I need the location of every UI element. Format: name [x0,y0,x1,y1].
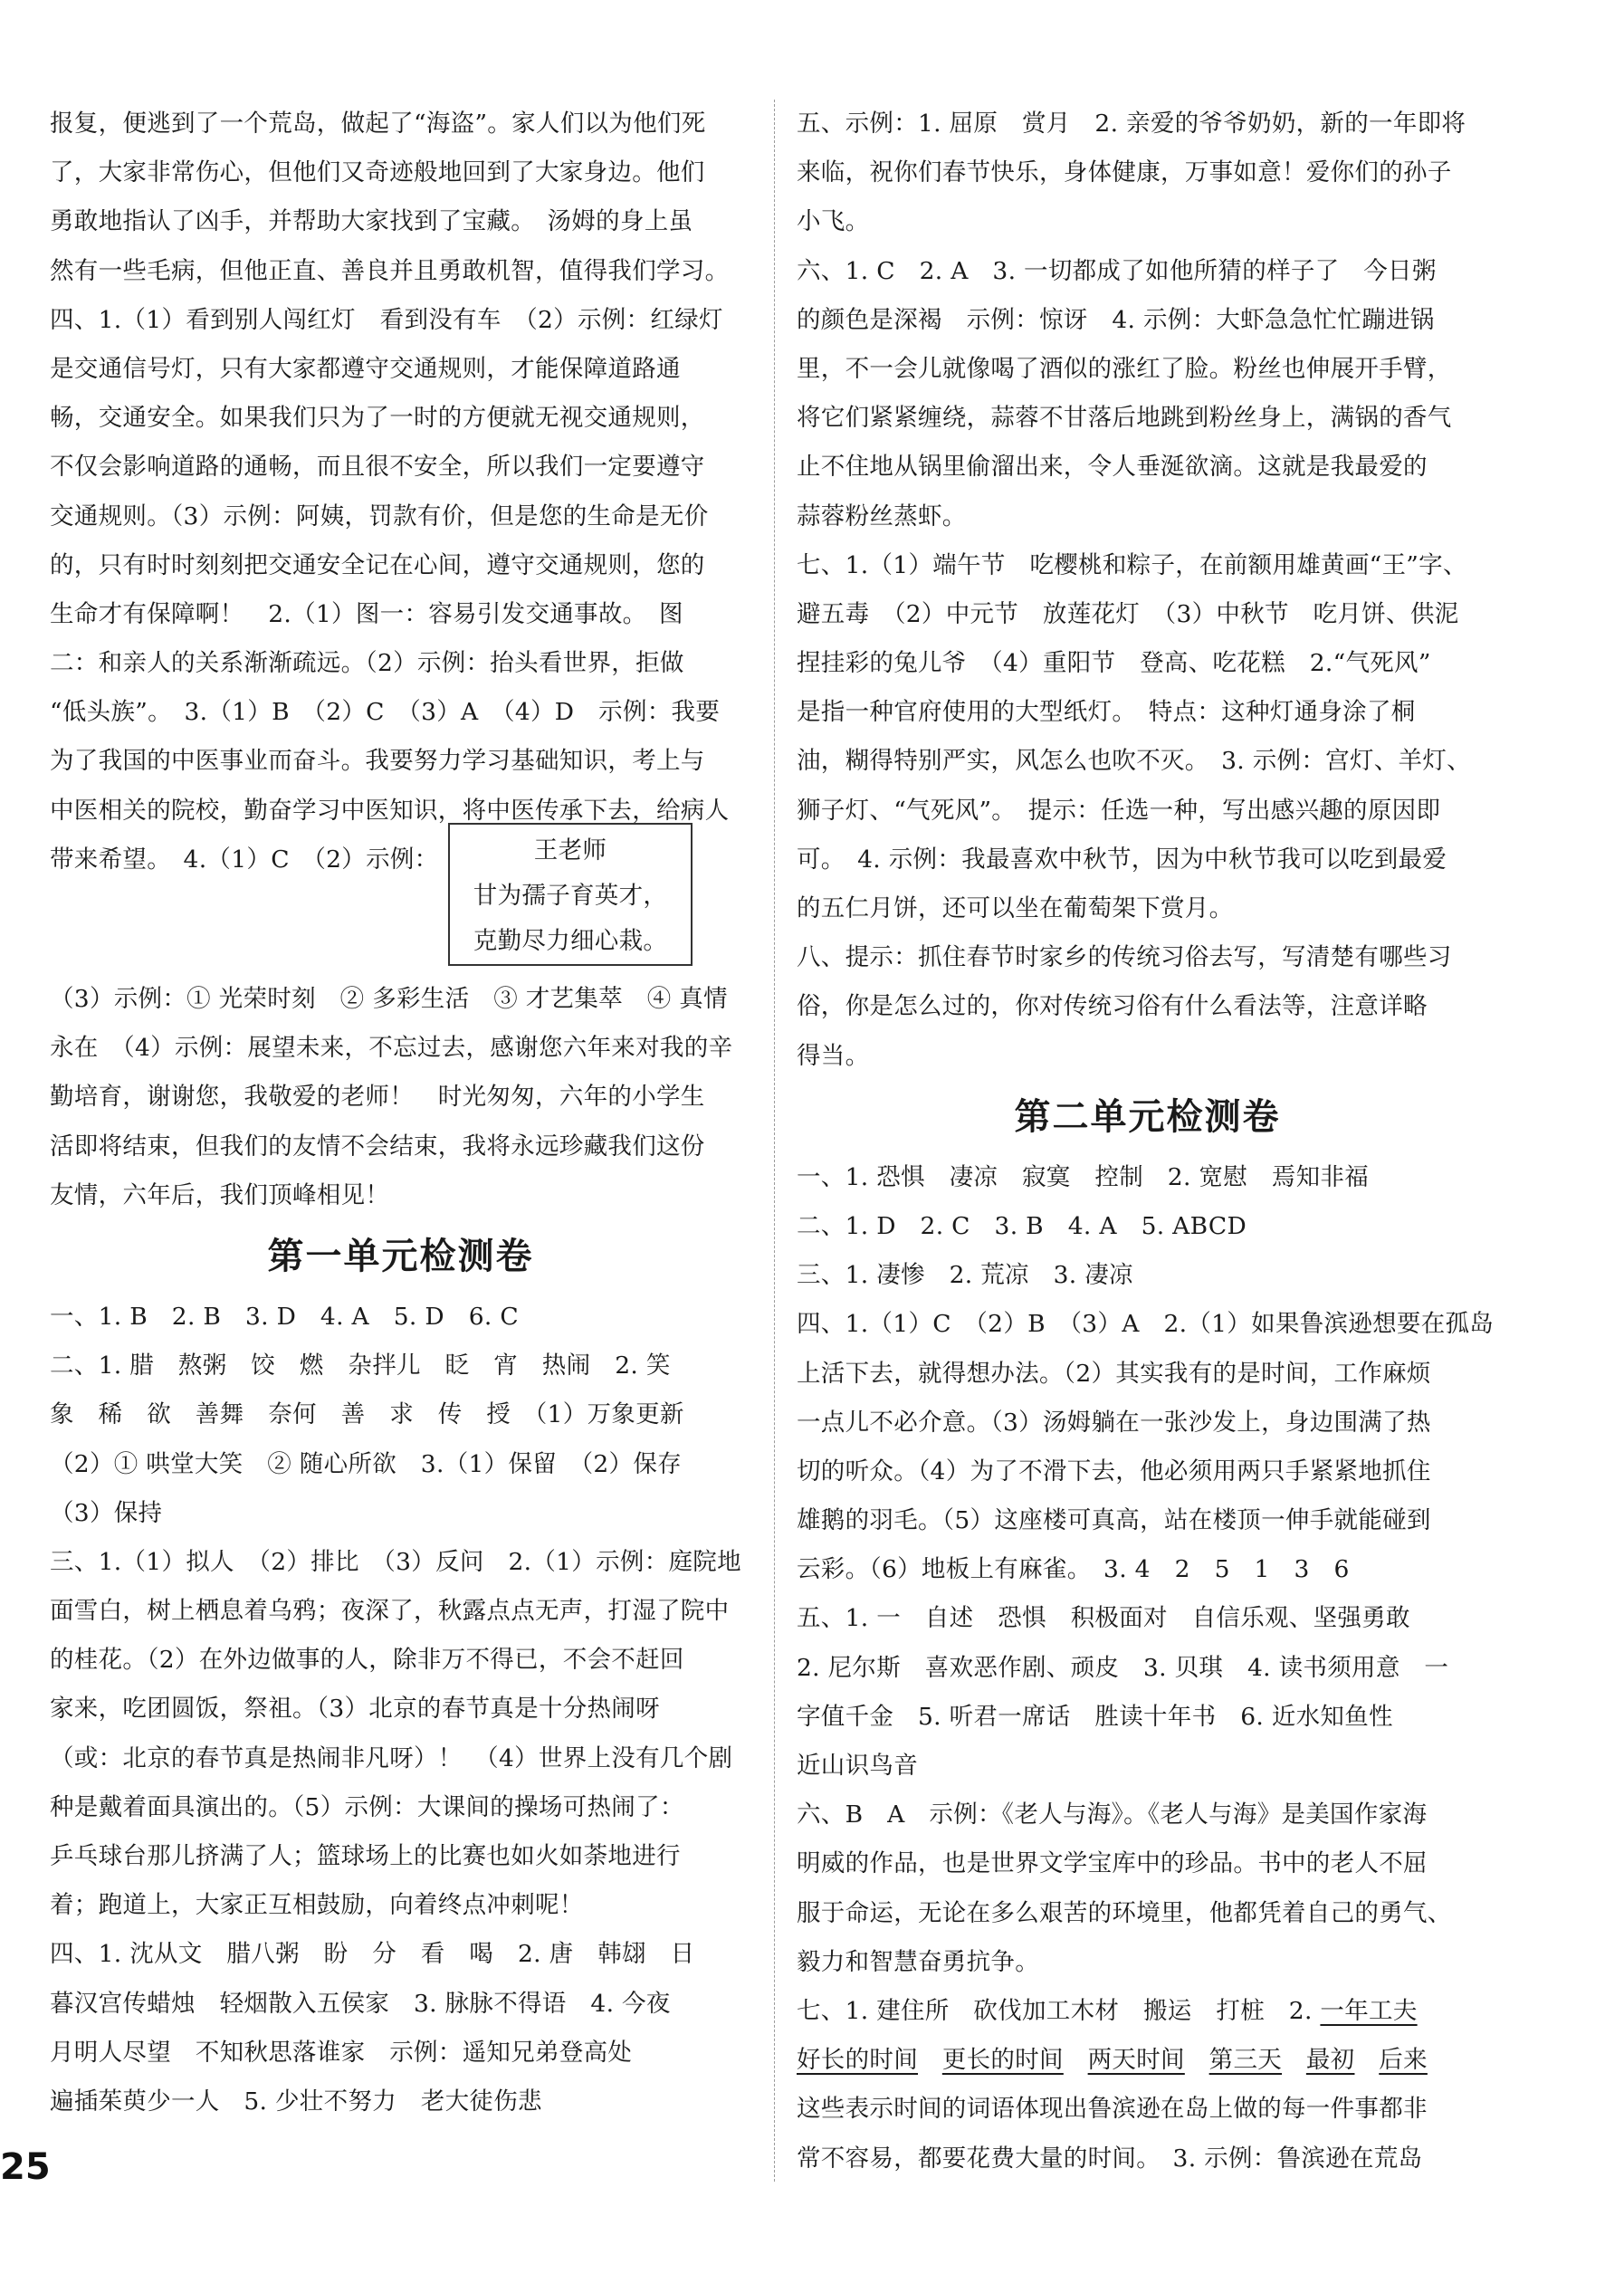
text-line: 畅，交通安全。如果我们只为了一时的方便就无视交通规则， [50,404,705,433]
text-line: 云彩。（6）地板上有麻雀。 3. 4 2 5 1 3 6 [797,1555,1350,1584]
text-line: 毅力和智慧奋勇抗争。 [797,1947,1039,1976]
text-line: 小飞。 [797,207,870,236]
section-heading-unit-2: 第二单元检测卷 [1014,1094,1281,1138]
right-block-3 [797,2085,1498,2183]
text-line: 二：和亲人的关系渐渐疏远。（2）示例：抬头看世界，拒做 [50,649,684,678]
text-line: 象 稀 欲 善舞 奈何 善 求 传 授 （1）万象更新 [50,1400,684,1429]
text-segment: 七、1. 建住所 砍伐加工木材 搬运 打桩 2. [797,1996,1321,2025]
underlined-phrase: 第三天 [1208,2046,1283,2075]
text-line: 月明人尽望 不知秋思落谁家 示例：遥知兄弟登高处 [50,2038,633,2067]
text-line: 为了我国的中医事业而奋斗。我要努力学习基础知识，考上与 [50,747,705,776]
text-line: 面雪白，树上栖息着乌鸦；夜深了，秋露点点无声，打湿了院中 [50,1597,730,1626]
text-line: 种是戴着面具演出的。（5）示例：大课间的操场可热闹了： [50,1792,684,1821]
text-line: 八、提示：抓住春节时家乡的传统习俗去写，写清楚有哪些习 [797,943,1452,972]
text-line: 雄鹅的羽毛。（5）这座楼可真高，站在楼顶一伸手就能碰到 [797,1506,1431,1535]
text-line: 活即将结束，但我们的友情不会结束，我将永远珍藏我们这份 [50,1132,705,1161]
text-line: 俗，你是怎么过的，你对传统习俗有什么看法等，注意详略 [797,992,1428,1021]
text-line: “低头族”。 3.（1）B （2）C （3）A （4）D 示例：我要 [50,698,721,727]
left-block-3 [50,1293,751,2126]
text-line: 蒜蓉粉丝蒸虾。 [797,501,967,530]
text-line: 了，大家非常伤心，但他们又奇迹般地回到了大家身边。他们 [50,158,705,187]
text-line: 二、1. D 2. C 3. B 4. A 5. ABCD [797,1211,1247,1240]
text-line: 油，糊得特别严实，风怎么也吹不灭。 3. 示例：宫灯、羊灯、 [797,747,1471,776]
text-line: 止不住地从锅里偷溜出来，令人垂涎欲滴。这就是我最爱的 [797,453,1428,482]
underlined-phrase: 一年工夫 [1320,1996,1418,2025]
text-line: 这些表示时间的词语体现出鲁滨逊在岛上做的每一件事都非 [797,2095,1428,2124]
text-line: 的颜色是深褐 示例：惊讶 4. 示例：大虾急急忙忙蹦进锅 [797,305,1435,334]
text-line: 上活下去，就得想办法。（2）其实我有的是时间，工作麻烦 [797,1359,1431,1388]
text-line: 来临，祝你们春节快乐，身体健康，万事如意！爱你们的孙子 [797,158,1452,187]
text-line: 交通规则。（3）示例：阿姨，罚款有价，但是您的生命是无价 [50,501,709,530]
text-line: 切的听众。（4）为了不滑下去，他必须用两只手紧紧地抓住 [797,1457,1431,1485]
text-line: 的五仁月饼，还可以坐在葡萄架下赏月。 [797,894,1234,922]
text-line: 然有一些毛病，但他正直、善良并且勇敢机智，值得我们学习。 [50,256,730,285]
text-line-with-underline [797,1987,1498,2036]
text-line: 中医相关的院校，勤奋学习中医知识，将中医传承下去，给病人 [50,796,730,825]
text-line: 带来希望。 4.（1）C （2）示例： [50,845,439,874]
text-line: 字值千金 5. 听君一席话 胜读十年书 6. 近水知鱼性 [797,1702,1393,1731]
text-line: 里，不一会儿就像喝了酒似的涨红了脸。粉丝也伸展开手臂， [797,354,1452,383]
text-line: 常不容易，都要花费大量的时间。 3. 示例：鲁滨逊在荒岛 [797,2144,1423,2173]
text-line: 友情，六年后，我们顶峰相见！ [50,1180,390,1209]
text-line: 2. 尼尔斯 喜欢恶作剧、顽皮 3. 贝琪 4. 读书须用意 一 [797,1653,1449,1682]
text-line: 二、1. 腊 熬粥 饺 燃 杂拌儿 眨 宵 热闹 2. 笑 [50,1352,671,1380]
underlined-time-words [797,2036,1498,2085]
text-line: 避五毒 （2）中元节 放莲花灯 （3）中秋节 吃月饼、供泥 [797,599,1459,628]
text-line: 三、1. 凄惨 2. 荒凉 3. 凄凉 [797,1261,1133,1290]
poem-title: 王老师 [533,836,607,864]
text-line: 五、示例：1. 屈原 赏月 2. 亲爱的爷爷奶奶，新的一年即将 [797,110,1466,138]
text-line: 永在 （4）示例：展望未来，不忘过去，感谢您六年来对我的辛 [50,1034,733,1063]
text-line: 是交通信号灯，只有大家都遵守交通规则，才能保障道路通 [50,354,681,383]
text-line: 六、B A 示例：《老人与海》。《老人与海》是美国作家海 [797,1801,1428,1829]
left-block-2 [50,975,751,1220]
text-line: 一点儿不必介意。（3）汤姆躺在一张沙发上，身边围满了热 [797,1408,1431,1437]
text-line: 四、1.（1）C （2）B （3）A 2.（1）如果鲁滨逊想要在孤岛 [797,1310,1495,1339]
poem-line: 克勤尽力细心栽。 [473,926,668,955]
underlined-phrase: 两天时间 [1087,2046,1185,2075]
text-line: 五、1. 一 自述 恐惧 积极面对 自信乐观、坚强勇敢 [797,1604,1410,1633]
text-line: 可。 4. 示例：我最喜欢中秋节，因为中秋节我可以吃到最爱 [797,845,1447,874]
right-block-1 [797,100,1498,1081]
text-line: （3）保持 [50,1498,163,1527]
text-line: （3）示例：① 光荣时刻 ② 多彩生活 ③ 才艺集萃 ④ 真情 [50,985,728,1013]
text-line: 不仅会影响道路的通畅，而且很不安全，所以我们一定要遵守 [50,453,705,482]
text-line: 一、1. 恐惧 凄凉 寂寞 控制 2. 宽慰 焉知非福 [797,1162,1370,1191]
text-line: 狮子灯、“气死风”。 提示：任选一种，写出感兴趣的原因即 [797,796,1441,825]
text-line: 乒乓球台那儿挤满了人；篮球场上的比赛也如火如荼地进行 [50,1842,681,1870]
text-line: 勇敢地指认了凶手，并帮助大家找到了宝藏。 汤姆的身上虽 [50,207,693,236]
column-divider [774,100,775,2182]
poem-line: 甘为孺子育英才， [473,881,668,910]
underlined-phrase: 更长的时间 [941,2046,1064,2075]
text-line: 勤培育，谢谢您，我敬爱的老师！ 时光匆匆，六年的小学生 [50,1083,705,1112]
text-line: 一、1. B 2. B 3. D 4. A 5. D 6. C [50,1302,519,1331]
page-number: 25 [0,2146,51,2188]
text-line: 着；跑道上，大家正互相鼓励，向着终点冲刺呢！ [50,1891,584,1920]
text-line: 遍插茱萸少一人 5. 少壮不努力 老大徒伤悲 [50,2087,542,2116]
text-line: 暮汉宫传蜡烛 轻烟散入五侯家 3. 脉脉不得语 4. 今夜 [50,1989,671,2018]
text-line: 家来，吃团圆饭，祭祖。（3）北京的春节真是十分热闹呀 [50,1695,660,1724]
text-line: 捏挂彩的兔儿爷 （4）重阳节 登高、吃花糕 2.“气死风” [797,649,1431,678]
left-column [50,100,751,2126]
text-line: 的桂花。（2）在外边做事的人，除非万不得已，不会不赶回 [50,1646,684,1675]
text-line: 将它们紧紧缠绕，蒜蓉不甘落后地跳到粉丝身上，满锅的香气 [797,404,1452,433]
text-line: 是指一种官府使用的大型纸灯。 特点：这种灯通身涂了桐 [797,698,1416,727]
line-with-poem-box [50,836,751,955]
text-line: 明威的作品，也是世界文学宝库中的珍品。书中的老人不屈 [797,1849,1428,1878]
text-line: 三、1.（1）拟人 （2）排比 （3）反问 2.（1）示例：庭院地 [50,1547,741,1576]
text-line: 四、1.（1）看到别人闯红灯 看到没有车 （2）示例：红绿灯 [50,305,723,334]
text-line: （2）① 哄堂大笑 ② 随心所欲 3.（1）保留 （2）保存 [50,1449,682,1478]
section-heading-unit-1: 第一单元检测卷 [267,1234,534,1277]
text-line: 的，只有时时刻刻把交通安全记在心间，遵守交通规则，您的 [50,550,705,579]
text-line: 四、1. 沈从文 腊八粥 盼 分 看 喝 2. 唐 韩翃 日 [50,1940,695,1969]
right-column [797,100,1498,2183]
text-line: 生命才有保障啊！ 2.（1）图一：容易引发交通事故。 图 [50,599,683,628]
underlined-phrase: 后来 [1379,2046,1428,2075]
text-line: 报复，便逃到了一个荒岛，做起了“海盗”。家人们以为他们死 [50,110,706,138]
text-line: 六、1. C 2. A 3. 一切都成了如他所猜的样子了 今日粥 [797,256,1437,285]
text-line: 得当。 [797,1041,870,1070]
right-block-2 [797,1153,1498,1987]
text-line: 七、1.（1）端午节 吃樱桃和粽子，在前额用雄黄画“王”字、 [797,550,1467,579]
left-block-1 [50,100,751,975]
underlined-phrase: 好长的时间 [797,2046,918,2075]
text-line: 近山识鸟音 [797,1752,918,1780]
underlined-phrase: 最初 [1305,2046,1355,2075]
text-line: （或：北京的春节真是热闹非凡呀）！ （4）世界上没有几个剧 [50,1743,733,1772]
poem-spacer [50,884,751,975]
text-line: 服于命运，无论在多么艰苦的环境里，他都凭着自己的勇气、 [797,1898,1452,1927]
